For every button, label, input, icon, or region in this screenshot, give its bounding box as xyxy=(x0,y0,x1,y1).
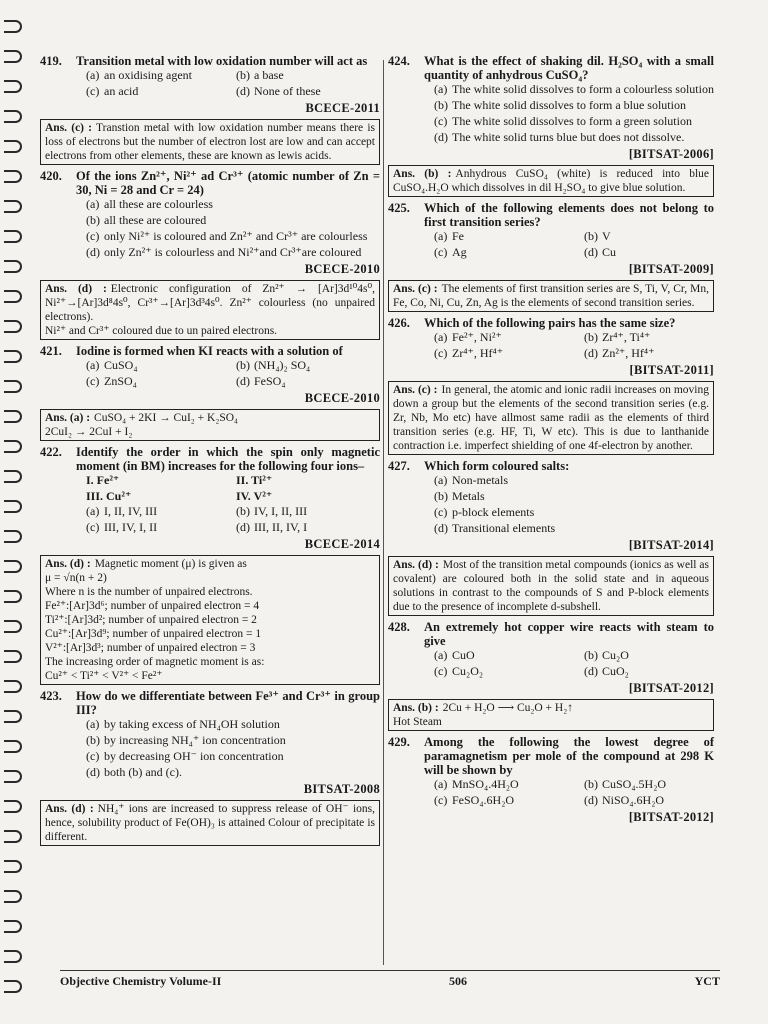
option xyxy=(86,68,236,83)
option xyxy=(86,749,380,764)
option-text: The white solid dissolves to form a green solution xyxy=(452,114,692,128)
answer-line: Hot Steam xyxy=(393,716,442,728)
option xyxy=(236,504,380,519)
exam-source: BCECE-2014 xyxy=(304,537,380,551)
option-letter: (a) xyxy=(86,197,100,211)
option xyxy=(86,197,380,212)
binding-ring xyxy=(4,710,22,723)
binding-ring xyxy=(4,740,22,753)
option-text: III, IV, I, II xyxy=(104,520,158,534)
binding-ring xyxy=(4,440,22,453)
answer-box xyxy=(40,409,380,441)
question-text: Of the ions Zn²⁺, Ni²⁺ ad Cr³⁺ (atomic number of Zn = 30, Ni = 28 and Cr = 24) xyxy=(76,169,380,197)
option-text: CuSO₄.5H₂O xyxy=(602,777,667,791)
exam-source: [BITSAT-2006] xyxy=(628,147,714,161)
question-head xyxy=(388,54,714,82)
answer-line: Cu²⁺:[Ar]3d⁹; number of unpaired electron = 1 xyxy=(45,628,262,640)
option-letter: (d) xyxy=(86,245,100,259)
answer-line: CuSO₄ + 2KI → CuI₂ + K₂SO₄ xyxy=(94,412,239,424)
binding-ring xyxy=(4,320,22,333)
option-text: Zr⁴⁺, Ti⁴⁺ xyxy=(602,330,651,344)
question-number: 425. xyxy=(388,201,410,215)
option xyxy=(434,664,584,679)
option-text: CuSO₄ xyxy=(104,358,138,372)
option-text: a base xyxy=(254,68,284,82)
question-text: Which of the following elements does not belong to first transition series? xyxy=(424,201,714,229)
option xyxy=(434,82,714,97)
binding-ring xyxy=(4,770,22,783)
answer-line: 2CuI₂ → 2CuI + I₂ xyxy=(45,426,133,438)
answer-box xyxy=(40,800,380,846)
option xyxy=(434,505,714,520)
spiral-binding xyxy=(0,20,30,1020)
option-letter: (d) xyxy=(584,245,598,259)
question-text: Iodine is formed when KI reacts with a solution of xyxy=(76,344,343,358)
option-text: only Zn²⁺ is colourless and Ni²⁺and Cr³⁺are coloured xyxy=(104,245,362,259)
question-block xyxy=(40,689,380,846)
binding-ring xyxy=(4,500,22,513)
ion-item: III. Cu²⁺ xyxy=(86,489,132,503)
option xyxy=(86,374,236,389)
question-number: 428. xyxy=(388,620,410,634)
question-head xyxy=(388,316,714,330)
question-number: 427. xyxy=(388,459,410,473)
option-text: Zr⁴⁺, Hf⁴⁺ xyxy=(452,346,504,360)
option-letter: (d) xyxy=(584,664,598,678)
answer-line: NH₄⁺ ions are increased to suppress release of OH⁻ ions, hence, solubility product of Fe(OH)₃ is attained Colour of precipitate is different. xyxy=(45,803,376,843)
option-letter: (c) xyxy=(434,505,448,519)
option xyxy=(434,521,714,536)
binding-ring xyxy=(4,350,22,363)
binding-ring xyxy=(4,200,22,213)
option xyxy=(434,114,714,129)
option-letter: (c) xyxy=(86,749,100,763)
option-text: all these are coloured xyxy=(104,213,207,227)
question-head xyxy=(40,344,380,358)
option-text: CuO xyxy=(452,648,475,662)
option-text: Non-metals xyxy=(452,473,508,487)
question-head xyxy=(40,445,380,473)
option xyxy=(86,358,236,373)
option xyxy=(236,374,380,389)
question-number: 426. xyxy=(388,316,410,330)
question-block xyxy=(388,201,714,312)
option xyxy=(584,648,714,663)
question-text: How do we differentiate between Fe³⁺ and Cr³⁺ in group III? xyxy=(76,689,380,717)
option-letter: (a) xyxy=(434,648,448,662)
option-letter: (d) xyxy=(434,130,448,144)
question-block xyxy=(40,344,380,441)
column-divider xyxy=(383,60,384,965)
question-block xyxy=(388,54,714,197)
option-text: CuO₂ xyxy=(602,664,629,678)
binding-ring xyxy=(4,20,22,33)
option xyxy=(86,84,236,99)
answer-label: Ans. (d) : xyxy=(393,559,439,571)
binding-ring xyxy=(4,380,22,393)
question-head xyxy=(388,201,714,229)
option-text: Transitional elements xyxy=(452,521,556,535)
option-text: an acid xyxy=(104,84,139,98)
options-list xyxy=(434,777,714,808)
question-block xyxy=(40,169,380,340)
binding-ring xyxy=(4,650,22,663)
answer-box xyxy=(388,280,714,312)
exam-source: BCECE-2011 xyxy=(305,101,380,115)
option-letter: (c) xyxy=(86,84,100,98)
option-text: FeSO₄ xyxy=(254,374,286,388)
option-letter: (d) xyxy=(236,374,250,388)
binding-ring xyxy=(4,800,22,813)
answer-line: Electronic configuration of Zn²⁺ → [Ar]3d¹⁰4s⁰, Ni²⁺→[Ar]3d⁸4s⁰, Cr³⁺→[Ar]3d³4s⁰. Zn²⁺ colourless (no unpaired electrons). xyxy=(45,283,376,323)
option-text: by decreasing OH⁻ ion concentration xyxy=(104,749,284,763)
option-letter: (c) xyxy=(434,793,448,807)
question-text: What is the effect of shaking dil. H₂SO₄ with a small quantity of anhydrous CuSO₄? xyxy=(424,54,714,82)
question-number: 429. xyxy=(388,735,410,749)
options-list xyxy=(434,82,714,145)
binding-ring xyxy=(4,980,22,993)
option xyxy=(434,130,714,145)
option-letter: (b) xyxy=(236,504,250,518)
exam-source: [BITSAT-2009] xyxy=(628,262,714,276)
answer-label: Ans. (b) : xyxy=(393,702,439,714)
exam-source: BCECE-2010 xyxy=(304,391,380,405)
binding-ring xyxy=(4,110,22,123)
question-block xyxy=(388,620,714,731)
options-list xyxy=(86,197,380,260)
binding-ring xyxy=(4,470,22,483)
answer-box xyxy=(40,280,380,340)
option-text: NiSO₄.6H₂O xyxy=(602,793,665,807)
option-text: Fe²⁺, Ni²⁺ xyxy=(452,330,502,344)
option-letter: (b) xyxy=(584,330,598,344)
binding-ring xyxy=(4,290,22,303)
option xyxy=(86,765,380,780)
answer-box xyxy=(388,556,714,616)
option-letter: (d) xyxy=(584,793,598,807)
answer-box xyxy=(388,699,714,731)
binding-ring xyxy=(4,680,22,693)
question-block xyxy=(388,459,714,616)
question-number: 420. xyxy=(40,169,62,183)
page-number: 506 xyxy=(448,974,467,988)
ion-item: I. Fe²⁺ xyxy=(86,473,120,487)
binding-ring xyxy=(4,590,22,603)
question-text: An extremely hot copper wire reacts with steam to give xyxy=(424,620,714,648)
option-text: p-block elements xyxy=(452,505,535,519)
option-text: The white solid turns blue but does not dissolve. xyxy=(452,130,685,144)
ion-item: IV. V²⁺ xyxy=(236,489,273,503)
option-letter: (b) xyxy=(584,648,598,662)
option-letter: (c) xyxy=(434,664,448,678)
option-text: Zn²⁺, Hf⁴⁺ xyxy=(602,346,655,360)
question-block xyxy=(388,316,714,455)
option-text: V xyxy=(602,229,611,243)
option-letter: (a) xyxy=(86,68,100,82)
option-text: by increasing NH₄⁺ ion concentration xyxy=(104,733,286,747)
answer-box xyxy=(40,119,380,165)
options-list xyxy=(86,68,380,99)
option-letter: (a) xyxy=(86,504,100,518)
option xyxy=(584,777,714,792)
option-letter: (a) xyxy=(434,82,448,96)
option-letter: (b) xyxy=(434,98,448,112)
option-text: ZnSO₄ xyxy=(104,374,137,388)
option-letter: (c) xyxy=(86,520,100,534)
answer-box xyxy=(40,555,380,685)
question-head xyxy=(40,689,380,717)
option-letter: (c) xyxy=(86,374,100,388)
answer-label: Ans. (c) : xyxy=(393,384,438,396)
binding-ring xyxy=(4,560,22,573)
option-letter: (b) xyxy=(236,68,250,82)
option xyxy=(236,68,380,83)
book-title: Objective Chemistry Volume-II xyxy=(60,974,222,988)
binding-ring xyxy=(4,950,22,963)
option xyxy=(584,793,714,808)
option xyxy=(86,213,380,228)
option-letter: (b) xyxy=(584,229,598,243)
ion-item: II. Ti²⁺ xyxy=(236,473,273,487)
question-head xyxy=(388,620,714,648)
option-text: Fe xyxy=(452,229,464,243)
answer-line: The elements of first transition series are S, Ti, V, Cr, Mn, Fe, Co, Ni, Cu, Zn, Ag is the elements of second transition series. xyxy=(393,283,709,309)
answer-line: Cu²⁺ < Ti²⁺ < V²⁺ < Fe²⁺ xyxy=(45,670,163,682)
binding-ring xyxy=(4,860,22,873)
option xyxy=(434,793,584,808)
option xyxy=(236,520,380,535)
binding-ring xyxy=(4,230,22,243)
answer-line: In general, the atomic and ionic radii increases on moving down a group but the elements of the second transition series (e.g. Zr, Nb, Mo etc) have allmost same radii as the elements of third transition series (e.g. HF, Ti, W etc). This is due to lanthanide contraction i.e. imperfect shielding of one 4f-electron by another. xyxy=(393,384,709,452)
question-head xyxy=(388,735,714,777)
option-letter: (a) xyxy=(434,777,448,791)
exam-source: [BITSAT-2012] xyxy=(628,681,714,695)
option xyxy=(86,717,380,732)
answer-line: Ni²⁺ and Cr³⁺ coloured due to un paired electrons. xyxy=(45,325,278,337)
options-list xyxy=(86,717,380,780)
question-block xyxy=(40,54,380,165)
answer-line: Ti²⁺:[Ar]3d²; number of unpaired electron = 2 xyxy=(45,614,257,626)
binding-ring xyxy=(4,50,22,63)
options-list xyxy=(86,358,380,389)
option xyxy=(86,245,380,260)
answer-line: Most of the transition metal compounds (ionics as well as covalent) are coloured both in the solid state and in aqueous solutions in contrast to the compounds of S and P-block elements due to the presence of incomplete d-subshell. xyxy=(393,559,710,613)
question-number: 423. xyxy=(40,689,62,703)
answer-line: V²⁺:[Ar]3d³; number of unpaired electron = 3 xyxy=(45,642,256,654)
question-text: Identify the order in which the spin only magnetic moment (in BM) increases for the following four ions– xyxy=(76,445,380,473)
option-text: Ag xyxy=(452,245,467,259)
option-letter: (a) xyxy=(434,473,448,487)
question-head xyxy=(388,459,714,473)
binding-ring xyxy=(4,410,22,423)
answer-label: Ans. (c) : xyxy=(393,283,438,295)
option xyxy=(584,346,714,361)
answer-label: Ans. (a) : xyxy=(45,412,91,424)
option xyxy=(434,473,714,488)
question-number: 424. xyxy=(388,54,410,68)
option-text: FeSO₄.6H₂O xyxy=(452,793,515,807)
exam-source: [BITSAT-2012] xyxy=(628,810,714,824)
answer-label: Ans. (c) : xyxy=(45,122,93,134)
option xyxy=(434,489,714,504)
option-letter: (d) xyxy=(86,765,100,779)
answer-line: Where n is the number of unpaired electrons. xyxy=(45,586,253,598)
option-letter: (b) xyxy=(86,733,100,747)
option-text: None of these xyxy=(254,84,321,98)
option xyxy=(434,229,584,244)
ion-list xyxy=(86,473,380,504)
answer-line: Anhydrous CuSO₄ (white) is reduced into blue CuSO₄.H₂O which dissolves in dil H₂SO₄ to give blue solution. xyxy=(393,168,710,194)
option xyxy=(434,777,584,792)
option-text: all these are colourless xyxy=(104,197,213,211)
publisher: YCT xyxy=(694,974,720,988)
option xyxy=(434,245,584,260)
question-text: Transition metal with low oxidation number will act as xyxy=(76,54,368,68)
option xyxy=(86,504,236,519)
option-letter: (a) xyxy=(86,358,100,372)
option-text: IV, I, II, III xyxy=(254,504,308,518)
option-text: by taking excess of NH₄OH solution xyxy=(104,717,280,731)
binding-ring xyxy=(4,260,22,273)
option-letter: (b) xyxy=(434,489,448,503)
answer-label: Ans. (d) : xyxy=(45,558,91,570)
question-text: Which of the following pairs has the same size? xyxy=(424,316,676,330)
answer-line: Fe²⁺:[Ar]3d⁶; number of unpaired electron = 4 xyxy=(45,600,260,612)
options-list xyxy=(434,473,714,536)
option xyxy=(236,84,380,99)
binding-ring xyxy=(4,140,22,153)
question-text: Among the following the lowest degree of paramagnetism per mole of the compound at 298 K will be shown by xyxy=(424,735,714,777)
exam-source: [BITSAT-2011] xyxy=(629,363,714,377)
option-letter: (a) xyxy=(434,330,448,344)
binding-ring xyxy=(4,620,22,633)
option xyxy=(434,346,584,361)
option-letter: (a) xyxy=(434,229,448,243)
question-block xyxy=(388,735,714,825)
right-column xyxy=(388,50,714,825)
exam-source: [BITSAT-2014] xyxy=(628,538,714,552)
options-list xyxy=(434,229,714,260)
question-number: 421. xyxy=(40,344,62,358)
question-number: 422. xyxy=(40,445,62,459)
exam-source: BITSAT-2008 xyxy=(303,782,380,796)
exam-source: BCECE-2010 xyxy=(304,262,380,276)
question-head xyxy=(40,54,380,68)
question-head xyxy=(40,169,380,197)
option xyxy=(584,229,714,244)
option-letter: (d) xyxy=(236,84,250,98)
option xyxy=(86,733,380,748)
question-text: Which form coloured salts: xyxy=(424,459,570,473)
answer-line: Magnetic moment (μ) is given as xyxy=(94,558,247,570)
option-text: The white solid dissolves to form a blue solution xyxy=(452,98,686,112)
option-letter: (d) xyxy=(236,520,250,534)
option-text: Cu xyxy=(602,245,617,259)
option-text: The white solid dissolves to form a colourless solution xyxy=(452,82,714,96)
binding-ring xyxy=(4,920,22,933)
options-list xyxy=(434,330,714,361)
option-letter: (c) xyxy=(434,245,448,259)
answer-line: Transtion metal with low oxidation number means there is loss of electrons but the number of electron lost are low and can accept electrons from other elements, these are known as lewis acids. xyxy=(45,122,375,162)
question-number: 419. xyxy=(40,54,62,68)
option-text: Cu₂O₂ xyxy=(452,664,484,678)
option-text: Cu₂O xyxy=(602,648,629,662)
options-list xyxy=(86,504,380,535)
left-column xyxy=(40,50,380,846)
answer-box xyxy=(388,381,714,455)
answer-label: Ans. (b) : xyxy=(393,168,452,180)
option xyxy=(434,330,584,345)
option-letter: (d) xyxy=(434,521,448,535)
option-letter: (c) xyxy=(434,114,448,128)
answer-line: μ = √n(n + 2) xyxy=(45,572,107,584)
option-letter: (b) xyxy=(86,213,100,227)
binding-ring xyxy=(4,830,22,843)
page-footer xyxy=(60,970,720,989)
question-block xyxy=(40,445,380,685)
option-letter: (a) xyxy=(86,717,100,731)
binding-ring xyxy=(4,530,22,543)
option-letter: (b) xyxy=(236,358,250,372)
option-text: both (b) and (c). xyxy=(104,765,182,779)
option-letter: (d) xyxy=(584,346,598,360)
option-letter: (b) xyxy=(584,777,598,791)
option-text: I, II, IV, III xyxy=(104,504,158,518)
options-list xyxy=(434,648,714,679)
option-letter: (c) xyxy=(434,346,448,360)
option-text: MnSO₄.4H₂O xyxy=(452,777,519,791)
option xyxy=(86,520,236,535)
answer-box xyxy=(388,165,714,197)
option xyxy=(236,358,380,373)
option-text: Metals xyxy=(452,489,485,503)
option xyxy=(584,330,714,345)
option xyxy=(434,648,584,663)
answer-line: 2Cu + H₂O ⟶ Cu₂O + H₂↑ xyxy=(442,702,573,714)
option xyxy=(434,98,714,113)
binding-ring xyxy=(4,170,22,183)
option xyxy=(584,664,714,679)
option-text: an oxidising agent xyxy=(104,68,192,82)
option xyxy=(584,245,714,260)
option-text: (NH₄)₂ SO₄ xyxy=(254,358,311,372)
answer-line: The increasing order of magnetic moment is as: xyxy=(45,656,265,668)
binding-ring xyxy=(4,80,22,93)
binding-ring xyxy=(4,890,22,903)
option-text: only Ni²⁺ is coloured and Zn²⁺ and Cr³⁺ are colourless xyxy=(104,229,368,243)
answer-label: Ans. (d) : xyxy=(45,283,107,295)
answer-label: Ans. (d) : xyxy=(45,803,94,815)
option xyxy=(86,229,380,244)
option-letter: (c) xyxy=(86,229,100,243)
option-text: III, II, IV, I xyxy=(254,520,308,534)
